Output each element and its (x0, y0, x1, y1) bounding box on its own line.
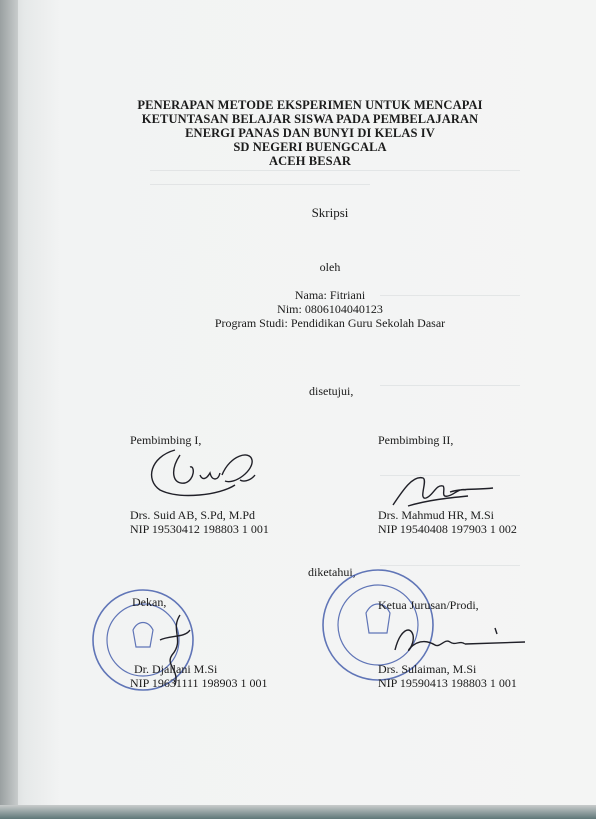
document-type: Skripsi (311, 205, 349, 220)
author-nim: Nim: 0806104040123 (277, 302, 383, 316)
title-line: KETUNTASAN BELAJAR SISWA PADA PEMBELAJARAN (141, 112, 479, 126)
dean-nip: NIP 19631111 198903 1 001 (130, 676, 268, 690)
binding-edge (0, 0, 18, 819)
known-label: diketahui, (308, 565, 356, 579)
by-label: oleh (319, 260, 341, 274)
title-line: SD NEGERI BUENGCALA (233, 140, 387, 154)
supervisor2-role: Pembimbing II, (378, 433, 454, 447)
dean-name: Dr. Djailani M.Si (134, 662, 218, 676)
author-block (190, 288, 470, 330)
title-line: ENERGI PANAS DAN BUNYI DI KELAS IV (185, 126, 435, 140)
supervisor2-nip: NIP 19540408 197903 1 002 (378, 522, 517, 536)
dean-role: Dekan, (132, 595, 167, 609)
thesis-title (120, 98, 500, 168)
title-line: PENERAPAN METODE EKSPERIMEN UNTUK MENCAPAI (137, 98, 483, 112)
supervisor1-role: Pembimbing I, (130, 433, 202, 447)
head-nip: NIP 19590413 198803 1 001 (378, 676, 517, 690)
supervisor1-nip: NIP 19530412 198803 1 001 (130, 522, 269, 536)
supervisor1-signature (140, 445, 270, 505)
head-role: Ketua Jurusan/Prodi, (378, 598, 479, 612)
approved-label: disetujui, (309, 384, 354, 398)
head-name: Drs. Sulaiman, M.Si (378, 662, 477, 676)
head-signature (385, 620, 525, 660)
supervisor2-name: Drs. Mahmud HR, M.Si (378, 508, 495, 522)
supervisor1-name: Drs. Suid AB, S.Pd, M.Pd (130, 508, 256, 522)
page-bottom-edge (0, 805, 596, 819)
title-line: ACEH BESAR (269, 154, 351, 168)
author-name: Nama: Fitriani (294, 288, 366, 302)
author-program: Program Studi: Pendidikan Guru Sekolah Dasar (214, 316, 446, 330)
supervisor2-signature (388, 470, 498, 510)
